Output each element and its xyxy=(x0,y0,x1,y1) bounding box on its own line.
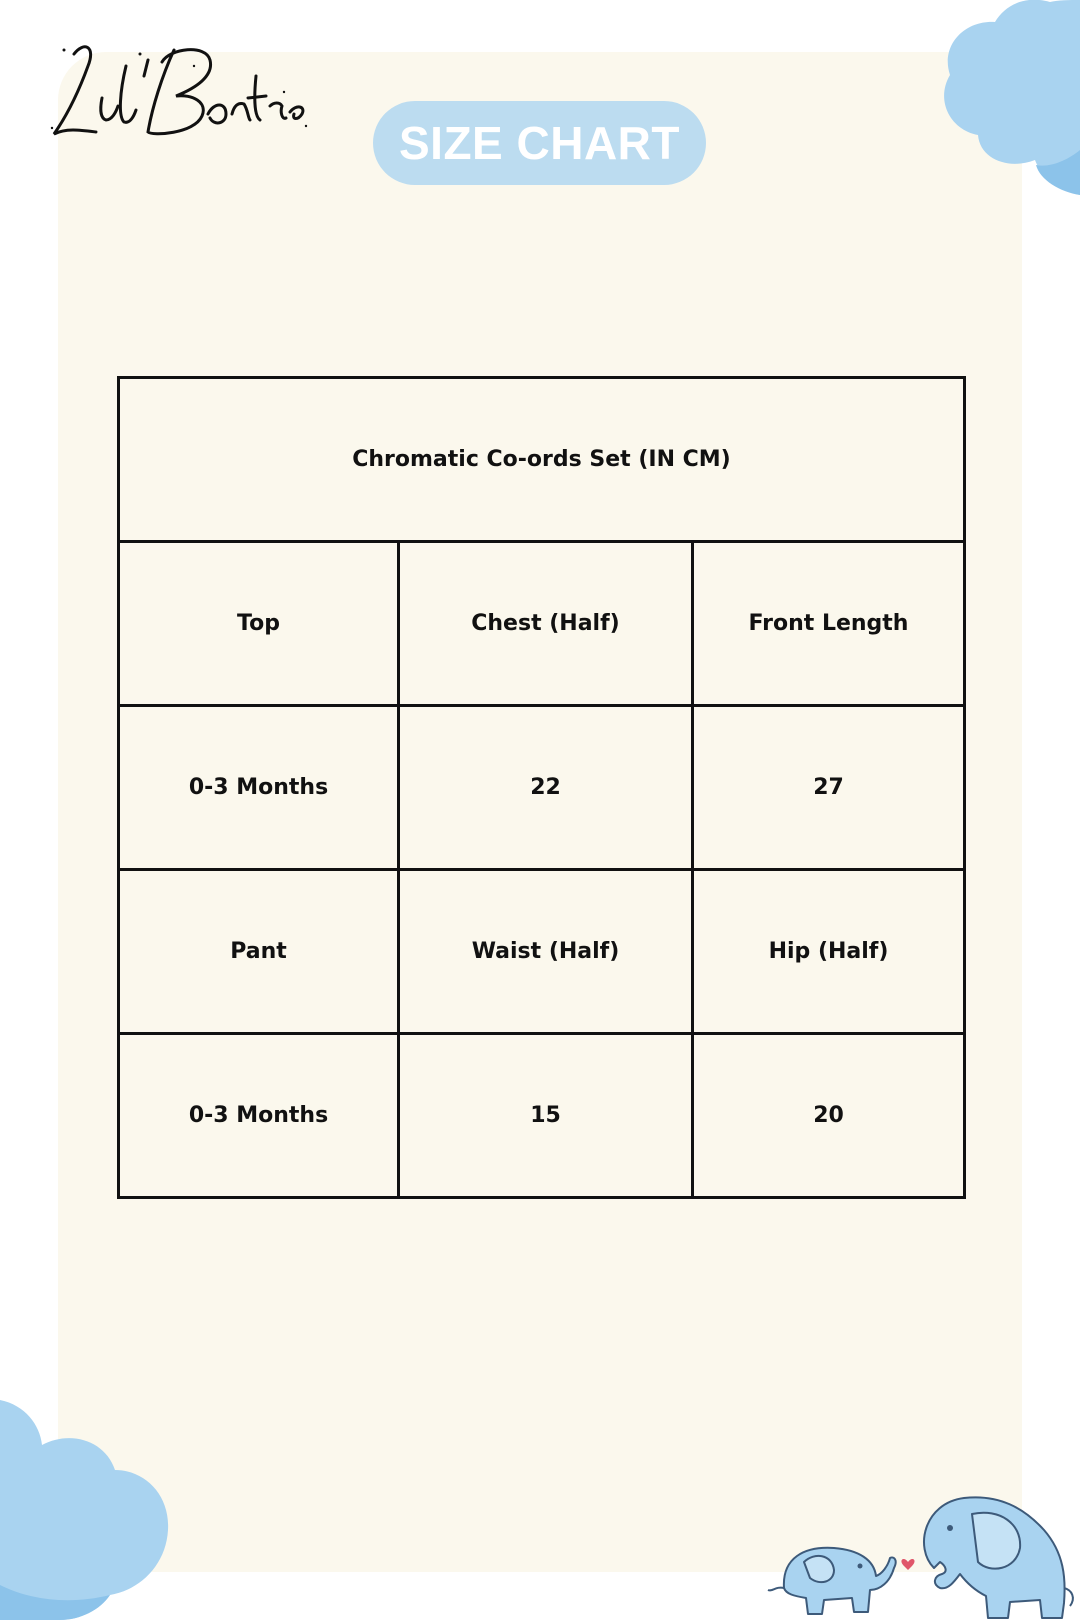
size-table xyxy=(117,376,966,1199)
table-row xyxy=(119,1034,965,1198)
table-cell: Chest (Half) xyxy=(399,542,693,706)
brand-logo xyxy=(44,36,314,146)
logo-script-icon xyxy=(44,36,314,146)
table-cell: 0-3 Months xyxy=(119,706,399,870)
table-cell: Hip (Half) xyxy=(693,870,965,1034)
elephants-icon xyxy=(764,1478,1080,1620)
table-cell: Waist (Half) xyxy=(399,870,693,1034)
table-row xyxy=(119,542,965,706)
cloud-icon-top-right xyxy=(940,0,1080,200)
cloud-icon-bottom-left xyxy=(0,1400,175,1620)
table-row xyxy=(119,706,965,870)
table-caption-row xyxy=(119,378,965,542)
table-cell: 0-3 Months xyxy=(119,1034,399,1198)
table-cell: Top xyxy=(119,542,399,706)
table-cell: 22 xyxy=(399,706,693,870)
table-caption: Chromatic Co-ords Set (IN CM) xyxy=(119,378,965,542)
table-cell: Pant xyxy=(119,870,399,1034)
page-title: SIZE CHART xyxy=(373,101,706,185)
table-row xyxy=(119,870,965,1034)
table-cell: 15 xyxy=(399,1034,693,1198)
table-cell: Front Length xyxy=(693,542,965,706)
table-cell: 27 xyxy=(693,706,965,870)
table-cell: 20 xyxy=(693,1034,965,1198)
